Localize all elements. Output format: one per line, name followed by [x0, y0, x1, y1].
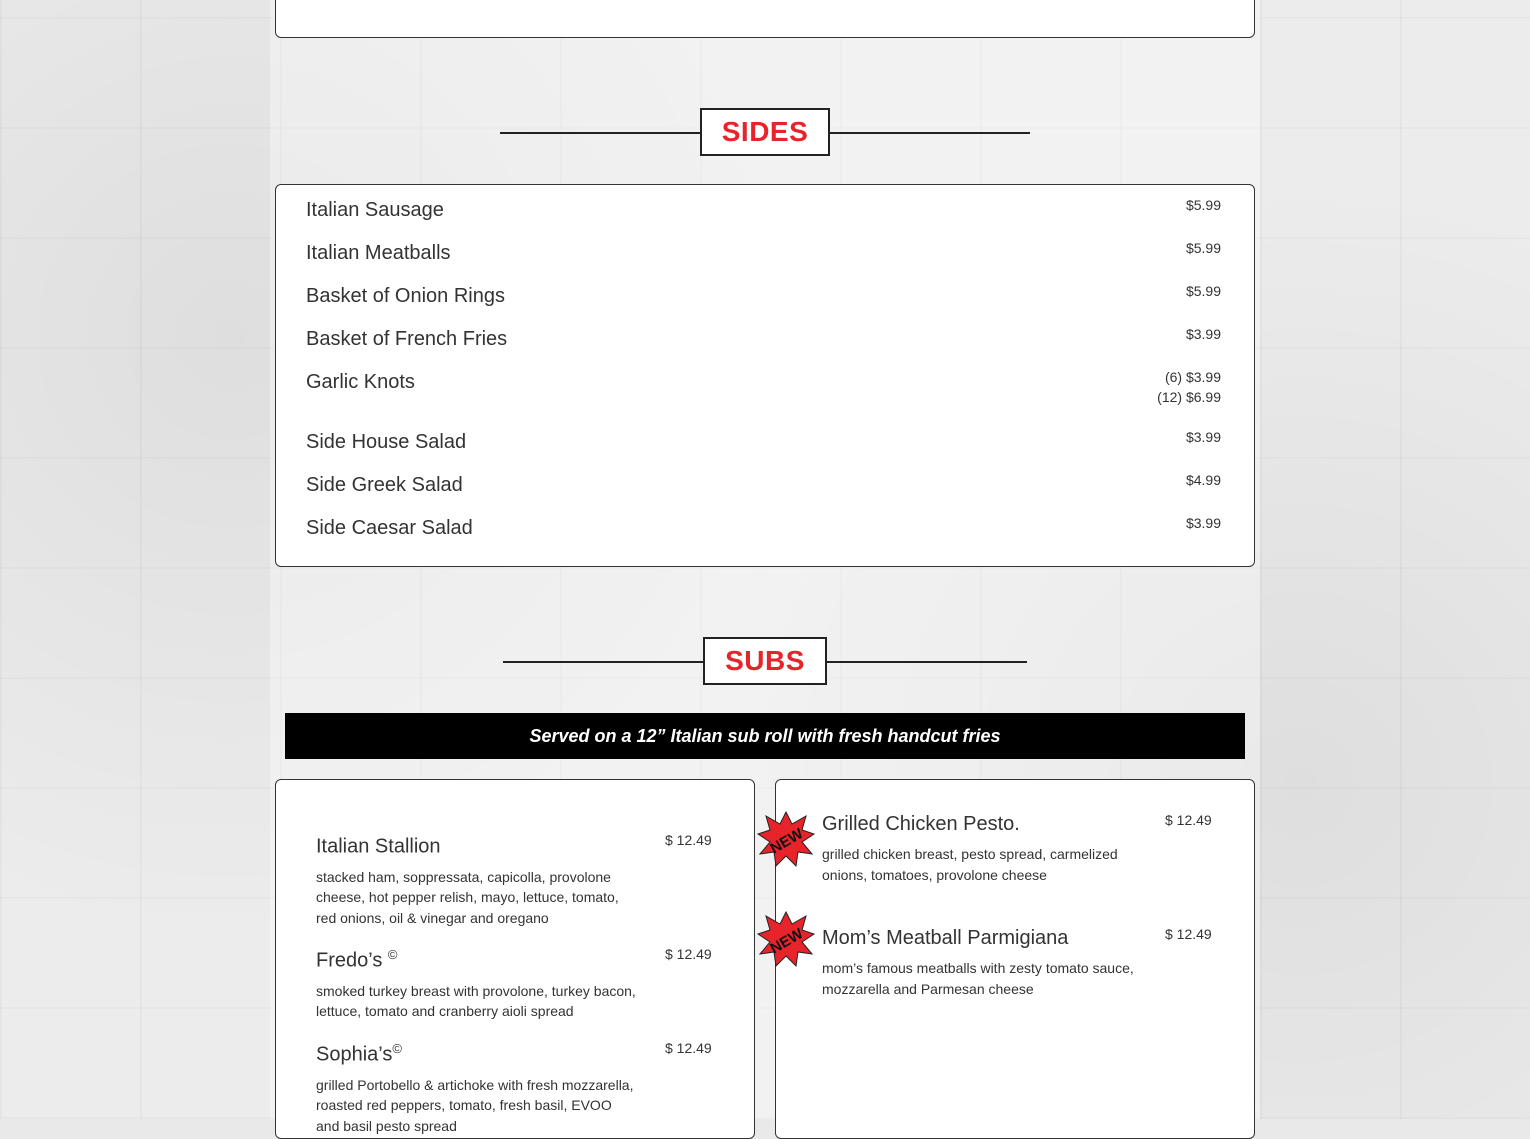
previous-section-box	[275, 0, 1255, 38]
sub-item-price: $ 12.49	[665, 832, 712, 848]
new-badge-icon	[756, 910, 816, 970]
side-item-name: Side Greek Salad	[306, 474, 463, 496]
subs-heading	[0, 637, 1530, 685]
side-item-name: Basket of Onion Rings	[306, 285, 505, 307]
side-item-name: Garlic Knots	[306, 371, 415, 393]
sub-item-description: mom’s famous meatballs with zesty tomato sauce, mozzarella and Parmesan cheese	[822, 960, 1134, 997]
sub-item	[316, 947, 636, 1022]
side-item	[306, 474, 1221, 497]
side-item-name: Italian Sausage	[306, 199, 444, 221]
sub-item-description: grilled Portobello & artichoke with fresh mozzarella, roasted red peppers, tomato, fresh basil, EVOO and basil pesto spread	[316, 1076, 634, 1134]
side-item-price	[1157, 367, 1221, 407]
side-item	[306, 517, 1221, 540]
side-item-price: $3.99	[1185, 515, 1221, 531]
subs-title: SUBS	[703, 637, 827, 685]
svg-text:NEW: NEW	[767, 825, 807, 858]
sides-menu-box	[275, 184, 1255, 567]
sub-item-name: Grilled Chicken Pesto.	[822, 813, 1020, 835]
new-badge-icon	[756, 810, 816, 870]
side-item-price: $3.99	[1185, 326, 1221, 342]
sides-title: SIDES	[700, 108, 831, 156]
side-item	[306, 285, 1221, 308]
svg-text:NEW: NEW	[767, 925, 807, 958]
sub-item	[316, 1041, 636, 1136]
side-item	[306, 328, 1221, 351]
sub-item	[316, 833, 636, 928]
side-item-price-large: (12) $6.99	[1157, 389, 1221, 405]
side-item-name: Basket of French Fries	[306, 328, 508, 350]
sub-item-name: Sophia’s©	[316, 1041, 402, 1066]
side-item-price: $3.99	[1185, 429, 1221, 445]
subs-right-box	[767, 779, 1255, 1139]
side-item-price: $4.99	[1185, 472, 1221, 488]
side-item-name: Italian Meatballs	[306, 242, 451, 264]
side-item-price-small: (6) $3.99	[1164, 369, 1221, 385]
sub-item-description: stacked ham, soppressata, capicolla, provolone cheese, hot pepper relish, mayo, lettuce, tomato, red onions, oil & vinegar and oregano	[316, 868, 619, 926]
side-item-price: $5.99	[1185, 283, 1221, 299]
side-item-name: Side Caesar Salad	[306, 517, 473, 539]
side-item	[306, 369, 1221, 405]
side-item	[306, 431, 1221, 454]
side-item-name: Side House Salad	[306, 431, 467, 453]
sides-heading	[0, 108, 1530, 156]
sub-item-name: Mom’s Meatball Parmigiana	[822, 927, 1069, 949]
sub-item-description: grilled chicken breast, pesto spread, carmelized onions, tomatoes, provolone cheese	[822, 846, 1118, 883]
side-item-price: $5.99	[1185, 197, 1221, 213]
sub-item-price: $ 12.49	[1165, 812, 1212, 828]
side-item	[306, 199, 1221, 222]
subs-banner: Served on a 12” Italian sub roll with fresh handcut fries	[285, 713, 1245, 759]
subs-left-box	[275, 779, 755, 1139]
side-item-price: $5.99	[1185, 240, 1221, 256]
sub-item-price: $ 12.49	[665, 946, 712, 962]
sub-item	[822, 927, 1142, 999]
sub-item-description: smoked turkey breast with provolone, turkey bacon, lettuce, tomato and cranberry aioli spread	[316, 982, 636, 1020]
sub-item-name: Italian Stallion	[316, 835, 441, 858]
sub-item-price: $ 12.49	[665, 1040, 712, 1056]
side-item	[306, 242, 1221, 265]
sub-item	[822, 813, 1142, 885]
sub-item-price: $ 12.49	[1165, 926, 1212, 942]
sub-item-name: Fredo’s ©	[316, 947, 398, 972]
